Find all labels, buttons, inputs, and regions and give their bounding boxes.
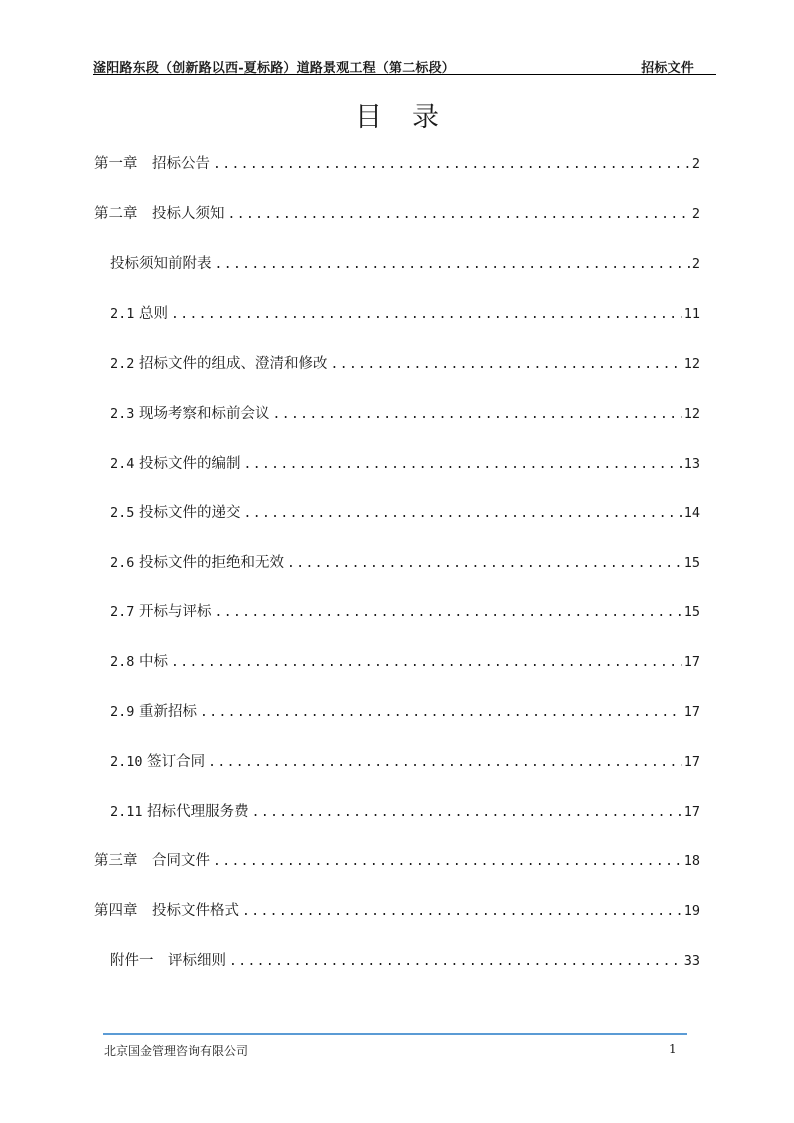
toc-entry-page: 12 (683, 406, 700, 422)
toc-leader (229, 954, 682, 969)
toc-entry-text: 中标 (139, 654, 168, 670)
toc-entry-2-5[interactable] (110, 501, 700, 523)
toc-entry-page: 13 (683, 456, 700, 472)
toc-leader (331, 357, 682, 372)
toc-title (0, 95, 794, 134)
toc-leader (213, 854, 682, 869)
toc-entry-number: 2.3 (110, 406, 135, 422)
toc-entry-page: 15 (683, 604, 700, 620)
toc-entry-number: 2.10 (110, 754, 143, 770)
toc-entry-2-6[interactable] (110, 551, 700, 573)
toc-leader (244, 457, 682, 472)
toc-entry-2-10[interactable] (110, 750, 700, 772)
toc-entry-text: 开标与评标 (139, 604, 212, 620)
toc-entry-page: 18 (683, 853, 700, 869)
toc-entry-2-3[interactable] (110, 402, 700, 424)
toc-leader (252, 805, 682, 820)
toc-entry-label (110, 402, 273, 423)
toc-entry-label: 投标须知前附表 (110, 256, 212, 272)
toc-entry-label (110, 352, 331, 373)
toc-entry-appendix-1[interactable] (110, 949, 700, 971)
toc-entry-number: 2.2 (110, 356, 135, 372)
toc-entry-text: 招标文件的组成、澄清和修改 (139, 356, 328, 372)
footer-rule (103, 1033, 687, 1035)
toc-entry-page: 11 (683, 306, 700, 322)
toc-entry-page: 14 (683, 505, 700, 521)
toc-entry-label: 第四章 投标文件格式 (94, 903, 239, 919)
toc-entry-label (110, 302, 171, 323)
toc-leader (287, 556, 682, 571)
toc-entry-2-11[interactable] (110, 800, 700, 822)
toc-entry-number: 2.11 (110, 804, 143, 820)
toc-entry-page: 2 (691, 156, 700, 172)
toc-entry-label (110, 650, 171, 671)
toc-entry-page: 33 (683, 953, 700, 969)
toc-title-char-2: 录 (412, 102, 439, 133)
toc-leader (200, 705, 682, 720)
toc-entry-label (110, 800, 252, 821)
footer-page-number: 1 (669, 1042, 677, 1056)
toc-entry-2-7[interactable] (110, 600, 700, 622)
toc-entry-2-8[interactable] (110, 650, 700, 672)
header-project-title: 滏阳路东段（创新路以西-夏标路）道路景观工程（第二标段） (93, 61, 455, 76)
toc-entry-label (110, 452, 244, 473)
toc-entry-text: 总则 (139, 306, 168, 322)
toc-entry-text: 投标文件的拒绝和无效 (139, 555, 284, 571)
toc-entry-number: 2.9 (110, 704, 135, 720)
toc-entry-text: 投标文件的编制 (139, 456, 241, 472)
toc-entry-text: 签订合同 (147, 754, 206, 770)
toc-entry-number: 2.8 (110, 654, 135, 670)
toc-entry-text: 投标文件的递交 (139, 505, 241, 521)
toc-entry-page: 12 (683, 356, 700, 372)
toc-entry-page: 15 (683, 555, 700, 571)
toc-entry-number: 2.5 (110, 505, 135, 521)
toc-entry-page: 17 (683, 704, 700, 720)
toc-entry-page: 17 (683, 804, 700, 820)
toc-entry-page: 19 (683, 903, 700, 919)
toc-leader (215, 257, 690, 272)
toc-entry-label: 第三章 合同文件 (94, 853, 210, 869)
toc-entry-label: 第二章 投标人须知 (94, 206, 225, 222)
toc-entry-number: 2.4 (110, 456, 135, 472)
toc-leader (215, 605, 682, 620)
toc-entry-number: 2.7 (110, 604, 135, 620)
toc-entry-2-9[interactable] (110, 700, 700, 722)
header-doc-type: 招标文件 (641, 61, 694, 76)
page-header (93, 55, 716, 75)
toc-entry-label: 第一章 招标公告 (94, 156, 210, 172)
toc-entry-label (110, 700, 200, 721)
toc-leader (171, 655, 682, 670)
toc-entry-label (110, 600, 215, 621)
toc-leader (171, 307, 682, 322)
toc-leader (242, 904, 682, 919)
toc-entry-page: 17 (683, 754, 700, 770)
toc-entry-page: 2 (691, 206, 700, 222)
toc-entry-page: 2 (691, 256, 700, 272)
toc-entry-label (110, 551, 287, 572)
toc-entry-chapter-4[interactable] (94, 899, 700, 921)
toc-entry-2-4[interactable] (110, 452, 700, 474)
toc-entry-label (110, 501, 244, 522)
footer-company: 北京国金管理咨询有限公司 (104, 1044, 249, 1058)
toc-entry-2-2[interactable] (110, 352, 700, 374)
toc-leader (273, 407, 682, 422)
toc-entry-number: 2.1 (110, 306, 135, 322)
toc-leader (208, 755, 682, 770)
toc-entry-chapter-2[interactable] (94, 202, 700, 224)
toc-leader (244, 506, 682, 521)
toc-entry-chapter-3[interactable] (94, 849, 700, 871)
toc-entry-label (110, 750, 208, 771)
toc-entry-text: 招标代理服务费 (147, 804, 249, 820)
toc-entry-number: 2.6 (110, 555, 135, 571)
toc-leader (213, 157, 690, 172)
toc-entry-2-1[interactable] (110, 302, 700, 324)
toc-entry-preface-table[interactable] (110, 252, 700, 274)
toc-leader (228, 207, 690, 222)
toc-entry-text: 现场考察和标前会议 (139, 406, 270, 422)
toc-entry-label: 附件一 评标细则 (110, 953, 226, 969)
toc-entry-text: 重新招标 (139, 704, 197, 720)
toc-title-char-1: 目 (355, 102, 382, 133)
toc-entry-chapter-1[interactable] (94, 152, 700, 174)
toc-entry-page: 17 (683, 654, 700, 670)
